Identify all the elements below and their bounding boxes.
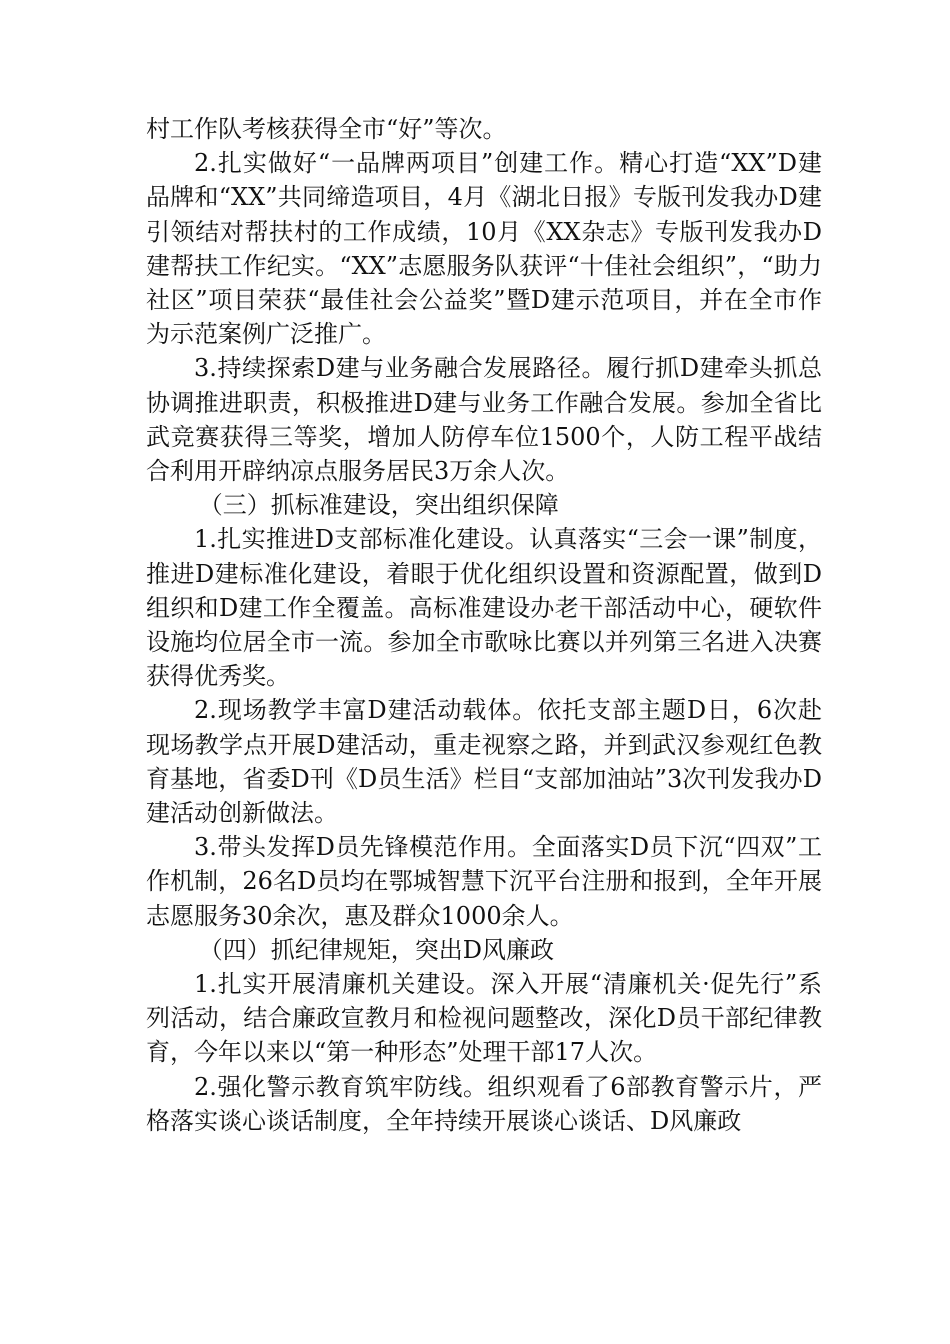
paragraph-brand-projects: 2.扎实做好“一品牌两项目”创建工作。精心打造“XX”D建品牌和“XX”共同缔造项目，4月《湖北日报》专版刊发我办D建引领结对帮扶村的工作成绩，10月《XX杂志》专版刊发我办D建帮扶工作纪实。“XX”志愿服务队获评“十佳社会组织”，“助力社区”项目荣获“最佳社会公益奖”暨D建示范项目，并在全市作为示范案例广泛推广。 — [146, 149, 822, 349]
section-heading-3: （三）抓标准建设，突出组织保障 — [198, 491, 559, 520]
paragraph-vanguard: 3.带头发挥D员先锋模范作用。全面落实D员下沉“四双”工作机制，26名D员均在鄂城智慧下沉平台注册和报到，全年开展志愿服务30余次，惠及群众1000余人。 — [146, 833, 822, 930]
paragraph-warning-education: 2.强化警示教育筑牢防线。组织观看了6部教育警示片，严格落实谈心谈话制度，全年持续开展谈心谈话、D风廉政 — [146, 1072, 822, 1135]
section-heading-4: （四）抓纪律规矩，突出D风廉政 — [198, 935, 555, 964]
paragraph-onsite-teaching: 2.现场教学丰富D建活动载体。依托支部主题D日，6次赴现场教学点开展D建活动，重走视察之路，并到武汉参观红色教育基地，省委D刊《D员生活》栏目“支部加油站”3次刊发我办D建活动创新做法。 — [146, 696, 822, 828]
paragraph-integration: 3.持续探索D建与业务融合发展路径。履行抓D建牵头抓总协调推进职责，积极推进D建与业务工作融合发展。参加全省比武竞赛获得三等奖，增加人防停车位1500个，人防工程平战结合利用开辟纳凉点服务居民3万余人次。 — [146, 354, 822, 486]
paragraph-continuation: 村工作队考核获得全市“好”等次。 — [146, 115, 507, 143]
document-body — [146, 112, 822, 1138]
paragraph-standardization: 1.扎实推进D支部标准化建设。认真落实“三会一课”制度，推进D建标准化建设，着眼于优化组织设置和资源配置，做到D组织和D建工作全覆盖。高标准建设办老干部活动中心，硬软件设施均位居全市一流。参加全市歌咏比赛以并列第三名进入决赛获得优秀奖。 — [146, 525, 822, 691]
paragraph-clean-government: 1.扎实开展清廉机关建设。深入开展“清廉机关·促先行”系列活动，结合廉政宣教月和检视问题整改，深化D员干部纪律教育，今年以来以“第一种形态”处理干部17人次。 — [146, 970, 822, 1067]
